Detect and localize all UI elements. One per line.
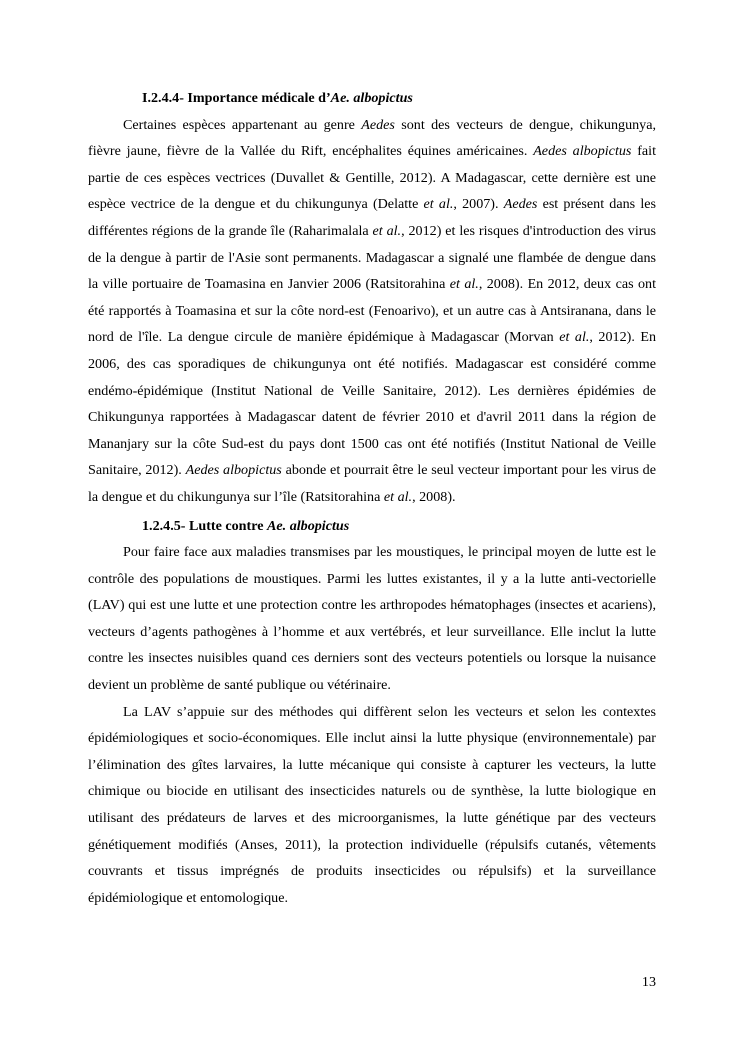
italic-run: Aedes albopictus xyxy=(185,462,282,479)
section-heading-number: 1.2.4.5- Lutte contre xyxy=(142,517,267,534)
paragraph-importance xyxy=(88,112,656,511)
paragraph-lutte-2: La LAV s’appuie sur des méthodes qui diffèrent selon les vecteurs et selon les contextes épidémiologiques et socio-économiques. Elle inclut ainsi la lutte physique (environnementale) par l’élimination des gîtes larvaires, la lutte mécanique qui consiste à capturer les vecteurs, la lutte chimique ou biocide en utilisant des insecticides naturels ou de synthèse, la lutte biologique en utilisant des prédateurs de larves et des microorganismes, la lutte génétique par des vecteurs génétiquement modifiés (Anses, 2011), la protection individuelle (répulsifs cutanés, vêtements couvrants et tissus imprégnés de produits insecticides ou répulsifs) et la surveillance épidémiologique et entomologique. xyxy=(88,703,656,906)
section-heading-species: Ae. albopictus xyxy=(267,517,350,534)
text-run: sont des vecteurs de dengue, chikungunya, fièvre jaune, fièvre de la Vallée du Rift, encéphalites équines américaines. xyxy=(88,116,656,160)
text-run: fait partie de ces espèces vectrices (Duvallet & Gentille, 2012). A Madagascar, cette dernière est une espèce vectrice de la dengue et du chikungunya (Delatte xyxy=(88,143,656,213)
italic-run: et al. xyxy=(449,276,479,293)
text-run: , 2008). En 2012, deux cas ont été rapportés à Toamasina et sur la côte nord-est (Fenoarivo), et un autre cas à Antsiranana, dans le nord de l'île. La dengue circule de manière épidémique à Madagascar (Morvan xyxy=(88,276,656,346)
italic-run: et al. xyxy=(372,222,402,239)
page-number: 13 xyxy=(641,974,656,990)
page-content xyxy=(88,85,656,911)
text-run: , 2012) et les risques d'introduction des virus de la dengue à partir de l'Asie sont permanents. Madagascar a signalé une flambée de dengue dans la ville portuaire de Toamasina en Janvier 2006 (Ratsitorahina xyxy=(88,222,656,293)
paragraph-lutte-1: Pour faire face aux maladies transmises par les moustiques, le principal moyen de lutte est le contrôle des populations de moustiques. Parmi les luttes existantes, il y a la lutte anti-vectorielle (LAV) qui est une lutte et une protection contre les arthropodes hématophages (insectes et acariens), vecteurs d’agents pathogènes à l’homme et aux vertébrés, et leur surveillance. Elle inclut la lutte contre les insectes nuisibles quand ces derniers sont des vecteurs potentiels ou lorsque la nuisance devient un problème de santé publique ou vétérinaire. xyxy=(88,544,656,694)
text-run: Certaines espèces appartenant au genre xyxy=(123,116,362,133)
section-heading-species: Ae. albopictus xyxy=(330,90,413,106)
text-run: , 2007). xyxy=(453,196,504,213)
section-heading-importance xyxy=(88,85,656,112)
text-run: est présent dans les différentes régions de la grande île (Raharimalala xyxy=(88,196,656,239)
text-run: abonde et pourrait être le seul vecteur important pour les virus de la dengue et du chikungunya sur l’île (Ratsitorahina xyxy=(88,462,656,505)
section-heading-number: I.2.4.4- Importance médicale d’ xyxy=(142,90,331,106)
italic-run: Aedes xyxy=(503,196,538,213)
text-run: , 2008). xyxy=(412,488,456,505)
italic-run: et al. xyxy=(383,488,413,505)
text-run: , 2012). En 2006, des cas sporadiques de chikungunya ont été notifiés. Madagascar est considéré comme endémo-épidémique (Institut National de Veille Sanitaire, 2012). Les dernières épidémies de Chikungunya rapportées à Madagascar datent de février 2010 et d'avril 2011 dans la région de Mananjary sur la côte Sud-est du pays dont 1500 cas ont été notifiés (Institut National de Veille Sanitaire, 2012). xyxy=(88,329,656,479)
section-heading-lutte xyxy=(88,513,656,540)
italic-run: et al. xyxy=(423,196,454,213)
italic-run: Aedes albopictus xyxy=(533,143,632,160)
italic-run: Aedes xyxy=(361,116,395,133)
italic-run: et al. xyxy=(559,329,590,346)
